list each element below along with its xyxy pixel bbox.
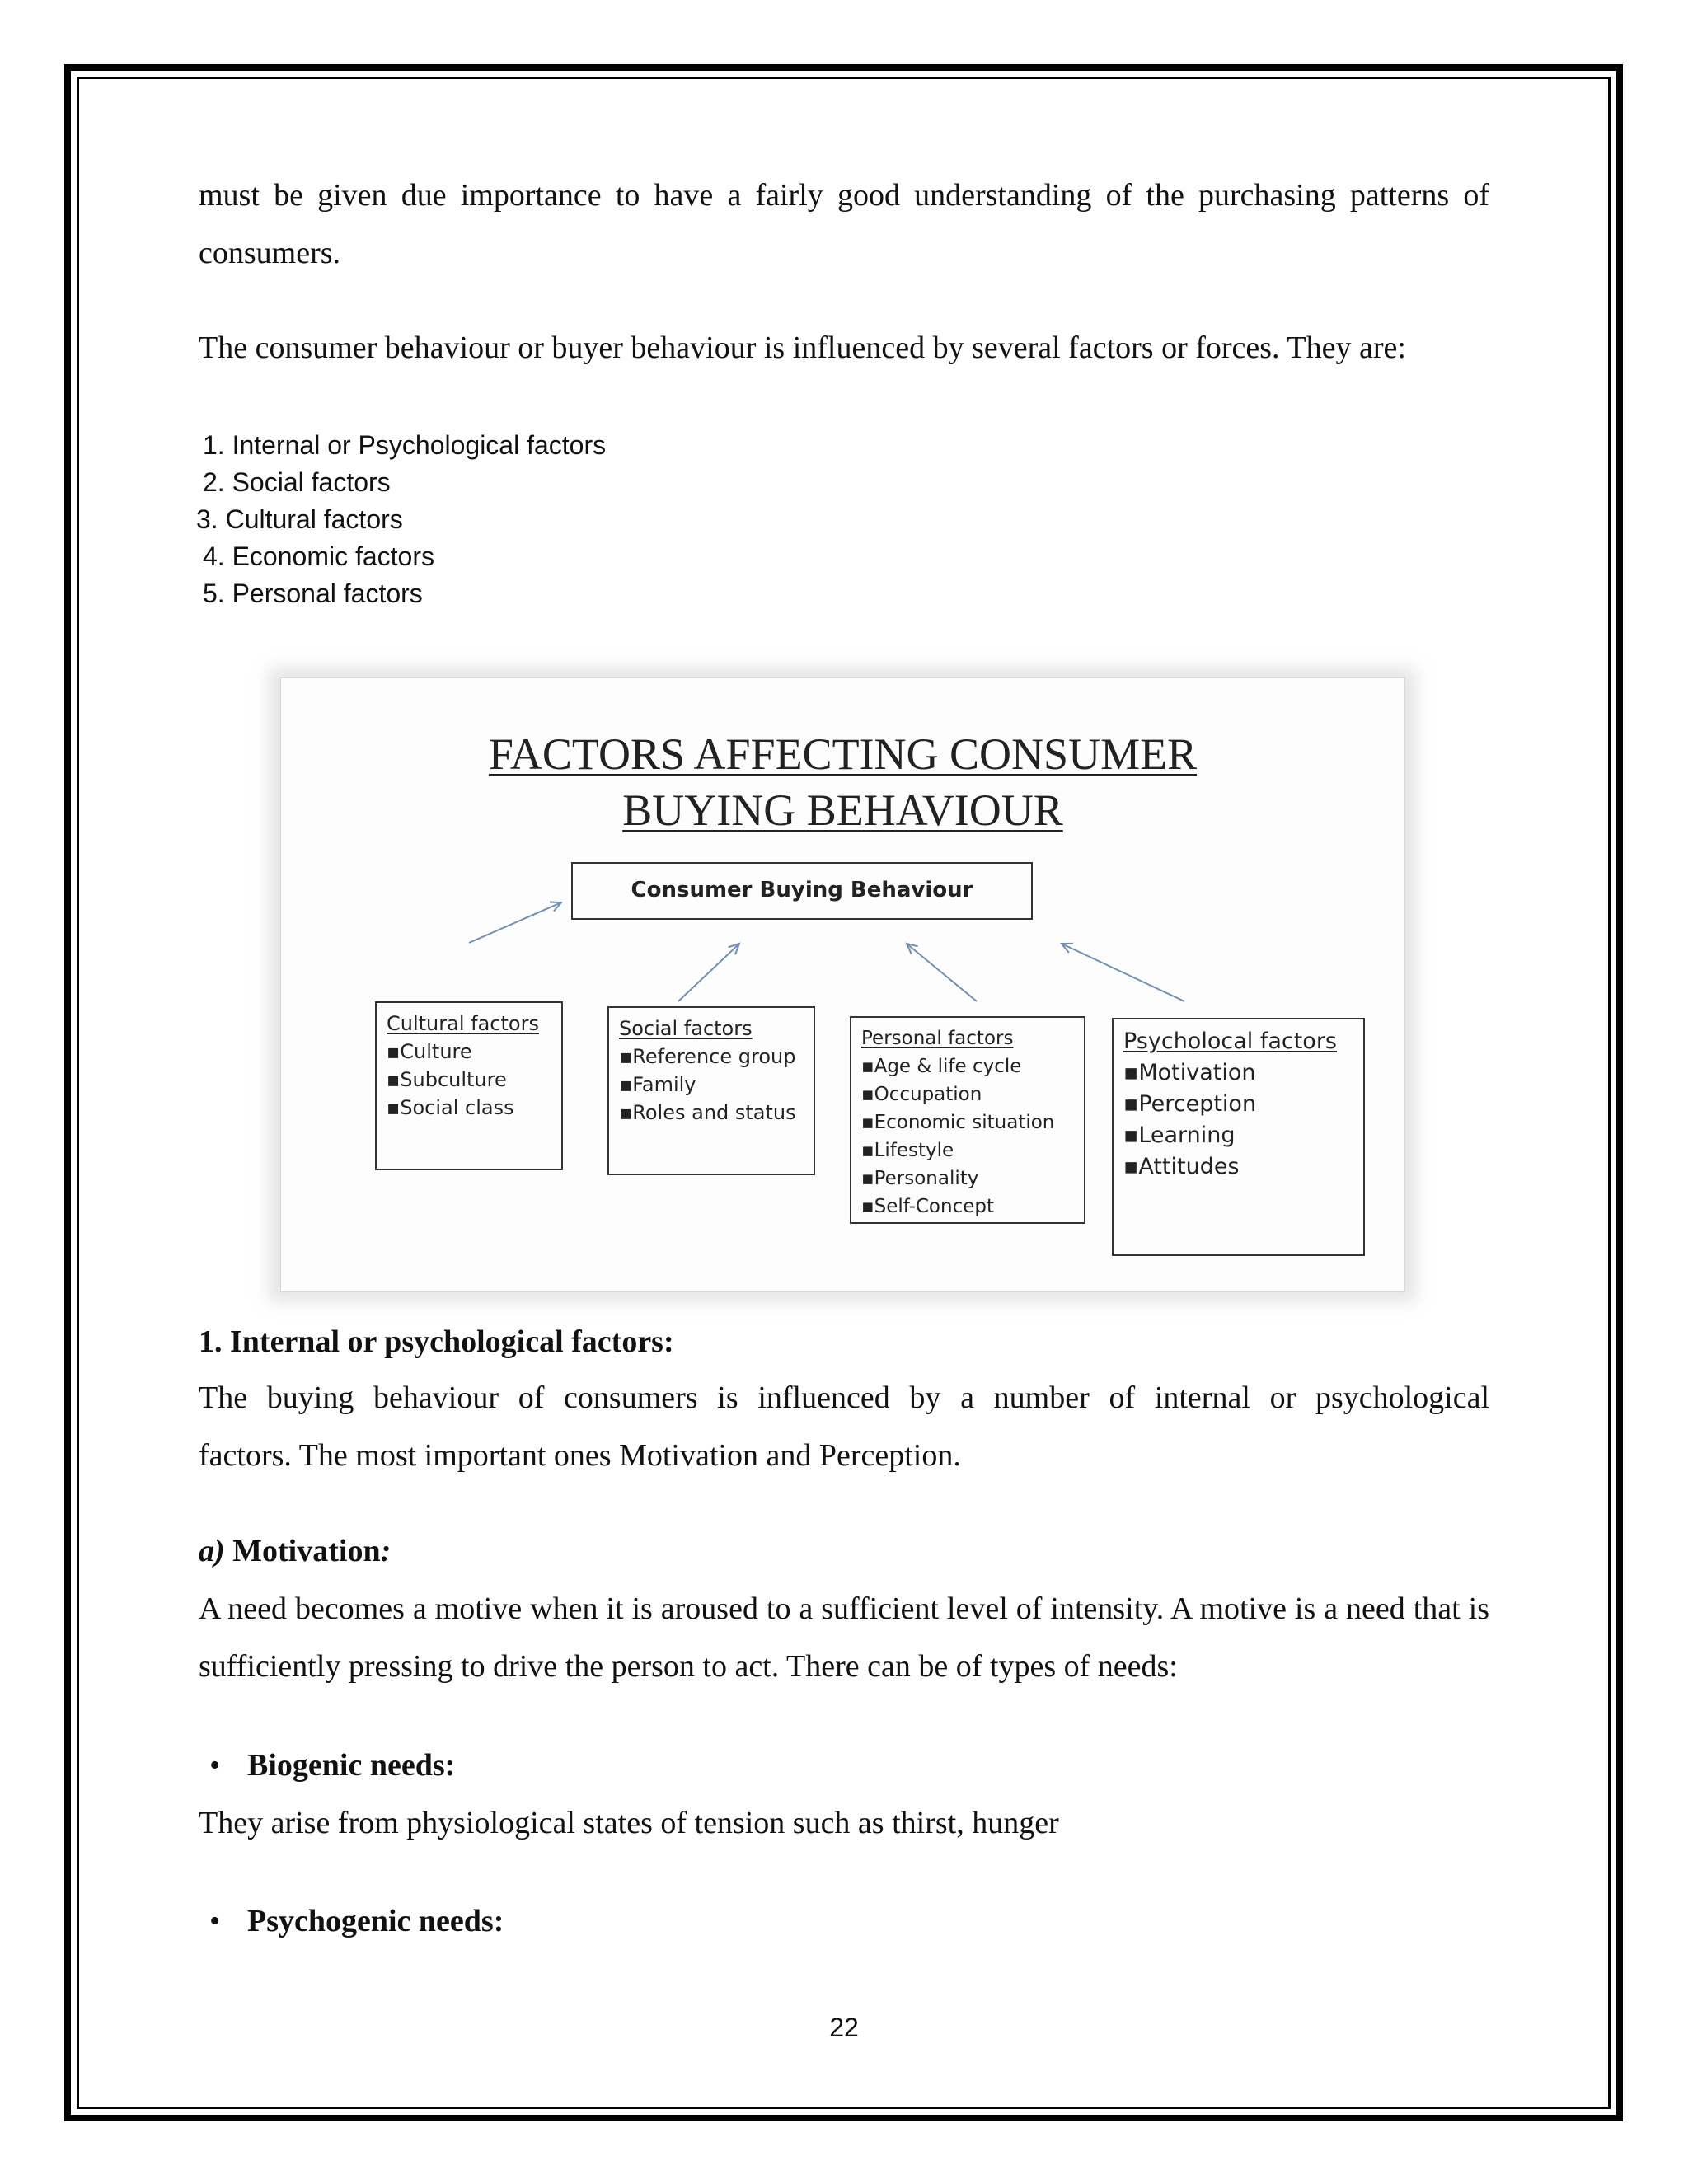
arrow-line — [1062, 944, 1184, 1001]
list-item: 1. Internal or Psychological factors — [203, 430, 607, 460]
biogenic-paragraph: They arise from physiological states of tension such as thirst, hunger — [199, 1806, 1059, 1840]
social-factors-box — [607, 1006, 815, 1175]
box-item: ▪ Lifestyle — [861, 1137, 1074, 1165]
bullet-icon: • — [209, 1748, 221, 1783]
motivation-prefix: a) — [199, 1534, 225, 1568]
biogenic-heading: Biogenic needs: — [247, 1748, 456, 1783]
intro-paragraph: The consumer behaviour or buyer behaviour is influenced by several factors or forces. They are: — [199, 330, 1406, 365]
list-item: 2. Social factors — [203, 467, 391, 497]
arrow-line — [469, 902, 561, 943]
bullet-icon: • — [209, 1904, 221, 1938]
biogenic-bullet — [209, 1736, 456, 1794]
box-item: ▪ Learning — [1123, 1120, 1353, 1151]
section-paragraph-line: factors. The most important ones Motivation and Perception. — [199, 1438, 961, 1473]
list-item: 5. Personal factors — [203, 579, 423, 608]
arrow-line — [907, 944, 977, 1001]
box-item: ▪ Self-Concept — [861, 1193, 1074, 1221]
section-heading-psychological: 1. Internal or psychological factors: — [199, 1324, 674, 1359]
cultural-factors-box — [375, 1001, 563, 1170]
list-item: 3. Cultural factors — [196, 504, 403, 534]
box-item: ▪ Occupation — [861, 1080, 1074, 1108]
box-item: ▪ Perception — [1123, 1089, 1353, 1120]
box-heading: Social factors — [619, 1017, 753, 1040]
box-item: ▪ Attitudes — [1123, 1151, 1353, 1183]
box-item: ▪ Motivation — [1123, 1057, 1353, 1089]
factors-diagram — [280, 677, 1405, 1292]
box-item: ▪ Subculture — [387, 1066, 551, 1094]
psychogenic-bullet — [209, 1892, 504, 1950]
factor-list — [196, 427, 607, 612]
arrow-line — [678, 944, 739, 1001]
box-item: ▪ Age & life cycle — [861, 1052, 1074, 1080]
personal-factors-box — [850, 1016, 1085, 1224]
list-item: 4. Economic factors — [203, 541, 434, 571]
box-item: ▪ Culture — [387, 1038, 551, 1066]
box-heading: Psycholocal factors — [1123, 1029, 1337, 1054]
motivation-title: Motivation — [224, 1534, 381, 1568]
box-heading: Personal factors — [861, 1028, 1014, 1049]
diagram-title-line1: FACTORS AFFECTING CONSUMER — [488, 729, 1198, 779]
motivation-colon: : — [380, 1534, 392, 1568]
box-item: ▪ Economic situation — [861, 1108, 1074, 1137]
page-number: 22 — [829, 2013, 859, 2042]
box-item: ▪ Family — [619, 1071, 804, 1099]
psychogenic-heading: Psychogenic needs: — [247, 1904, 504, 1938]
diagram-title-line2: BUYING BEHAVIOUR — [622, 785, 1063, 835]
continued-paragraph: must be given due importance to have a fairly good understanding of the purchasing patterns of consumers. — [199, 178, 1489, 270]
box-item: ▪ Social class — [387, 1094, 551, 1122]
box-item: ▪ Roles and status — [619, 1099, 804, 1127]
box-heading: Cultural factors — [387, 1012, 539, 1035]
motivation-paragraph: A need becomes a motive when it is aroused to a sufficient level of intensity. A motive is a need that is sufficiently pressing to drive the person to act. There can be of types of needs: — [199, 1591, 1489, 1684]
section-paragraph-line: The buying behaviour of consumers is influenced by a number of internal or psychological — [199, 1380, 1489, 1415]
motivation-heading — [199, 1522, 1489, 1580]
consumer-buying-behaviour-box: Consumer Buying Behaviour — [571, 862, 1033, 920]
box-item: ▪ Reference group — [619, 1043, 804, 1071]
box-item: ▪ Personality — [861, 1165, 1074, 1193]
psychological-factors-box — [1112, 1018, 1365, 1256]
